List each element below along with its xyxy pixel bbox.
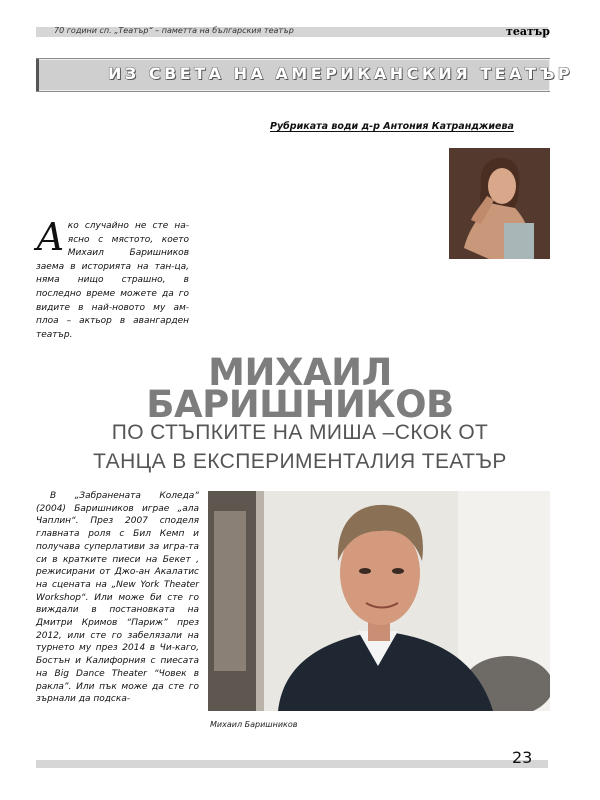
- article-headline: [0, 351, 600, 426]
- lead-paragraph: [36, 215, 189, 342]
- page-number: 23: [512, 748, 533, 767]
- subheadline-line-1: ПО СТЪПКИТЕ НА МИША –СКОК ОТ: [111, 421, 489, 444]
- byline: Рубриката води д-р Антония Катранджиева: [270, 121, 514, 132]
- headline-line-1: МИХАИЛ: [208, 351, 392, 394]
- portrait-photo-woman: [449, 148, 550, 259]
- subheadline-line-2: ТАНЦА В ЕКСПЕРИМЕНТАЛИЯ ТЕАТЪР: [93, 450, 507, 473]
- footer-bar: [36, 760, 548, 768]
- headline-line-2: БАРИШНИКОВ: [146, 383, 454, 426]
- rubric-title: ИЗ СВЕТА НА АМЕРИКАНСКИЯ ТЕАТЪР: [108, 64, 574, 83]
- lead-text: ко случайно не сте на-ясно с мястото, което Михаил Баришников заема в историята на тан-ца, няма нищо страшно, в последно време можете да го видите в най-новото му ам-плоа – актьор в авангарден театър.: [36, 221, 189, 340]
- photo-caption: Михаил Баришников: [210, 720, 298, 729]
- rubric-accent: [36, 59, 39, 91]
- magazine-logo: театър: [506, 25, 550, 38]
- running-title: 70 години сп. „Театър“ – паметта на българския театър: [54, 26, 294, 35]
- drop-cap: А: [36, 215, 65, 259]
- article-subheadline: [0, 418, 600, 476]
- portrait-photo-baryshnikov: [208, 491, 550, 711]
- body-text: В „Забранената Коледа“ (2004) Баришников играе „ала Чаплин“. През 2007 споделя главната роля с Бил Кемп и получава суперлативи за игра-та си в кратките пиеси на Бекет , режисирани от Джо-ан Акалатис на сцената на „New York Theater Workshop“. Или може би сте го виждали в постановката на Дмитри Кримов “Париж” през 2012, или сте го забелязали на турнето му през 2014 в Чи-каго, Бостън и Калифорния с пиесата на Big Dance Theater “Човек в ракла”. Или пък може да сте го зърнали да подска-: [36, 491, 199, 705]
